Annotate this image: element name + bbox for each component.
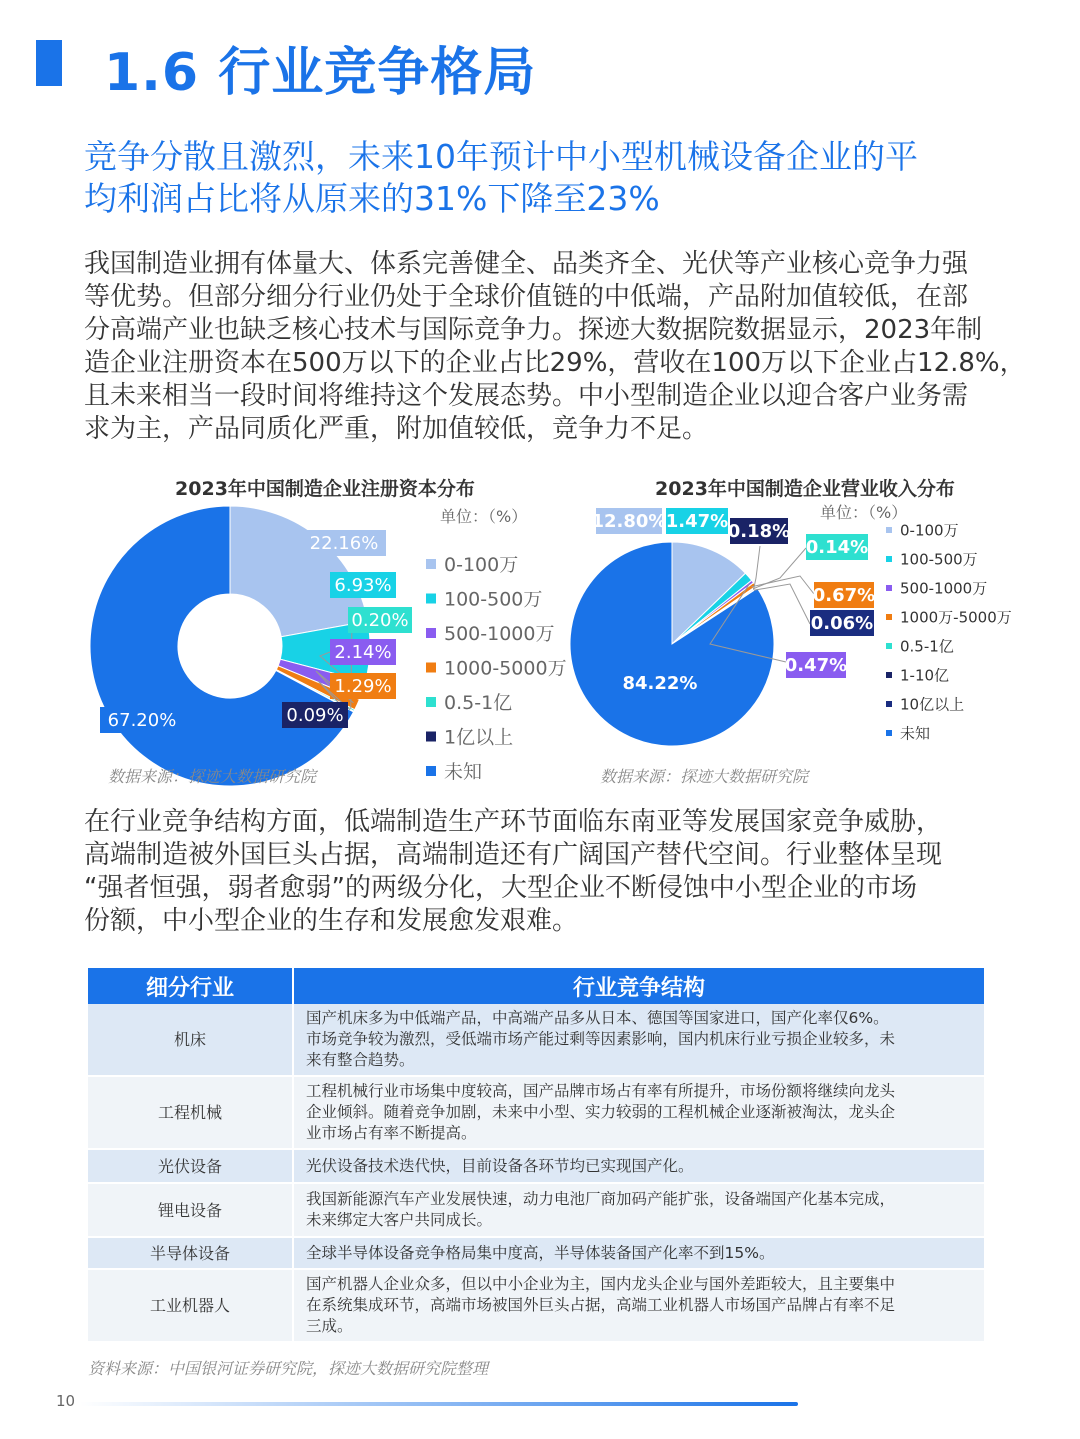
industry-cell: 光伏设备 (88, 1149, 293, 1183)
competition-paragraph (84, 806, 1004, 938)
paragraph-line: 高端制造被外国巨头占据，高端制造还有广阔国产替代空间。行业整体呈现 (84, 840, 943, 870)
description-cell (293, 1237, 984, 1269)
industry-cell: 半导体设备 (88, 1237, 293, 1269)
description-line: 三成。 (306, 1317, 353, 1335)
description-cell (293, 1149, 984, 1183)
table-row (88, 1269, 984, 1342)
legend-swatch (886, 730, 892, 736)
paragraph-line: 分高端产业也缺乏核心技术与国际竞争力。探迹大数据院数据显示，2023年制 (84, 315, 983, 345)
description-line: 业市场占有率不断提高。 (306, 1124, 477, 1142)
chart-source: 数据来源：探迹大数据研究院 (600, 767, 809, 786)
legend-swatch (886, 672, 892, 678)
description-line: 在系统集成环节，高端市场被国外巨头占据，高端工业机器人市场国产品牌占有率不足 (306, 1296, 896, 1314)
description-line: 来有整合趋势。 (306, 1051, 415, 1069)
data-label: 0.06% (810, 613, 874, 634)
intro-paragraph (84, 248, 1026, 446)
page-title: 1.6 行业竞争格局 (104, 43, 537, 103)
data-label: 6.93% (334, 575, 392, 596)
paragraph-line: “强者恒强，弱者愈弱”的两级分化，大型企业不断侵蚀中小型企业的市场 (84, 873, 917, 903)
data-label: 0.67% (812, 585, 876, 606)
legend-swatch (886, 614, 892, 620)
data-label: 0.47% (784, 655, 848, 676)
paragraph-line: 在行业竞争结构方面，低端制造生产环节面临东南亚等发展国家竞争威胁， (84, 807, 943, 837)
legend-swatch (886, 701, 892, 707)
description-cell (293, 1004, 984, 1076)
legend-label: 未知 (900, 724, 931, 743)
description-line: 市场竞争较为激烈，受低端市场产能过剩等因素影响，国内机床行业亏损企业较多，未 (306, 1030, 896, 1048)
legend-swatch (426, 697, 436, 707)
legend-label: 1000万-5000万 (900, 608, 1012, 627)
industry-cell: 工业机器人 (88, 1269, 293, 1342)
legend-label: 未知 (444, 760, 483, 783)
legend-label: 0-100万 (444, 553, 519, 576)
legend-swatch (886, 643, 892, 649)
description-line: 国产机器人企业众多，但以中小企业为主，国内龙头企业与国外差距较大，且主要集中 (306, 1275, 896, 1293)
data-label: 0.09% (286, 705, 344, 726)
footer-line (80, 1402, 798, 1406)
legend-label: 500-1000万 (900, 579, 988, 598)
industry-cell: 机床 (88, 1004, 293, 1076)
column-header: 细分行业 (88, 968, 293, 1004)
description-cell (293, 1183, 984, 1237)
description-cell (293, 1269, 984, 1342)
revenue-chart (570, 466, 1040, 796)
page-number: 10 (56, 1392, 76, 1410)
description-line: 企业倾斜。随着竞争加剧，未来中小型、实力较弱的工程机械企业逐渐被淘汰，龙头企 (306, 1103, 896, 1121)
legend-swatch (426, 663, 436, 673)
description-line: 未来绑定大客户共同成长。 (306, 1211, 493, 1229)
data-label: 0.20% (351, 610, 409, 631)
paragraph-line: 等优势。但部分细分行业仍处于全球价值链的中低端，产品附加值较低，在部 (84, 282, 969, 312)
legend-label: 1亿以上 (444, 726, 514, 749)
chart-unit: 单位：（%） (820, 503, 908, 522)
table-source: 资料来源：中国银河证券研究院，探迹大数据研究院整理 (88, 1359, 489, 1378)
section-subtitle (84, 136, 1004, 220)
data-label: 1.47% (665, 511, 729, 532)
legend-swatch (426, 732, 436, 742)
paragraph-line: 份额，中小型企业的生存和发展愈发艰难。 (84, 906, 579, 936)
data-label: 0.18% (727, 521, 791, 542)
chart-title: 2023年中国制造企业营业收入分布 (655, 478, 955, 500)
pie-chart (570, 466, 1040, 796)
data-label: 67.20% (107, 710, 177, 731)
description-line: 国产机床多为中低端产品，中高端产品多从日本、德国等国家进口，国产化率仅6%。 (306, 1009, 889, 1027)
registered-capital-chart (90, 466, 567, 796)
description-cell (293, 1076, 984, 1149)
paragraph-line: 且未来相当一段时间将维持这个发展态势。中小型制造企业以迎合客户业务需 (84, 381, 969, 411)
pie-slice-1 (230, 506, 368, 637)
legend-swatch (426, 766, 436, 776)
legend-label: 500-1000万 (444, 622, 555, 645)
data-label: 12.80% (591, 511, 667, 532)
chart-source: 数据来源：探迹大数据研究院 (108, 767, 317, 786)
legend-label: 1-10亿 (900, 666, 950, 685)
table-header-row (88, 968, 984, 1004)
legend-swatch (886, 527, 892, 533)
chart-title: 2023年中国制造企业注册资本分布 (175, 478, 475, 500)
chart-unit: 单位：（%） (440, 507, 528, 526)
table-row (88, 1076, 984, 1149)
description-line: 我国新能源汽车产业发展快速，动力电池厂商加码产能扩张，设备端国产化基本完成， (306, 1190, 896, 1208)
legend-label: 0-100万 (900, 521, 959, 540)
label-leader-line (753, 548, 806, 589)
description-line: 光伏设备技术迭代快，目前设备各环节均已实现国产化。 (306, 1156, 694, 1175)
label-leader-line (754, 546, 760, 590)
legend-swatch (426, 628, 436, 638)
description-line: 工程机械行业市场集中度较高，国产品牌市场占有率有所提升，市场份额将继续向龙头 (306, 1082, 896, 1100)
table-row (88, 1237, 984, 1269)
description-line: 全球半导体设备竞争格局集中度高，半导体装备国产化率不到15%。 (306, 1243, 775, 1262)
legend-label: 0.5-1亿 (900, 637, 954, 656)
legend-swatch (886, 585, 892, 591)
legend-swatch (426, 559, 436, 569)
table-row (88, 1004, 984, 1076)
table-row (88, 1149, 984, 1183)
subtitle-line: 竞争分散且激烈，未来10年预计中小型机械设备企业的平 (84, 137, 918, 176)
paragraph-line: 造企业注册资本在500万以下的企业占比29%，营收在100万以下企业占12.8%， (84, 348, 1026, 378)
subtitle-line: 均利润占比将从原来的31%下降至23% (84, 179, 660, 218)
donut-chart (90, 466, 567, 796)
data-label: 84.22% (622, 673, 698, 694)
legend-label: 0.5-1亿 (444, 691, 513, 714)
column-header: 行业竞争结构 (293, 968, 984, 1004)
table-row (88, 1183, 984, 1237)
legend-swatch (886, 556, 892, 562)
legend-label: 100-500万 (444, 588, 543, 611)
industry-cell: 锂电设备 (88, 1183, 293, 1237)
legend-label: 1000-5000万 (444, 657, 567, 680)
industry-competition-table (88, 968, 984, 1343)
paragraph-line: 求为主，产品同质化严重，附加值较低，竞争力不足。 (84, 414, 709, 444)
paragraph-line: 我国制造业拥有体量大、体系完善健全、品类齐全、光伏等产业核心竞争力强 (84, 249, 969, 279)
legend-label: 10亿以上 (900, 695, 965, 714)
legend-label: 100-500万 (900, 550, 978, 569)
data-label: 22.16% (309, 533, 379, 554)
title-accent-bar (36, 40, 62, 86)
data-label: 0.14% (805, 537, 869, 558)
legend-swatch (426, 594, 436, 604)
data-label: 2.14% (334, 642, 392, 663)
data-label: 1.29% (334, 676, 392, 697)
industry-cell: 工程机械 (88, 1076, 293, 1149)
